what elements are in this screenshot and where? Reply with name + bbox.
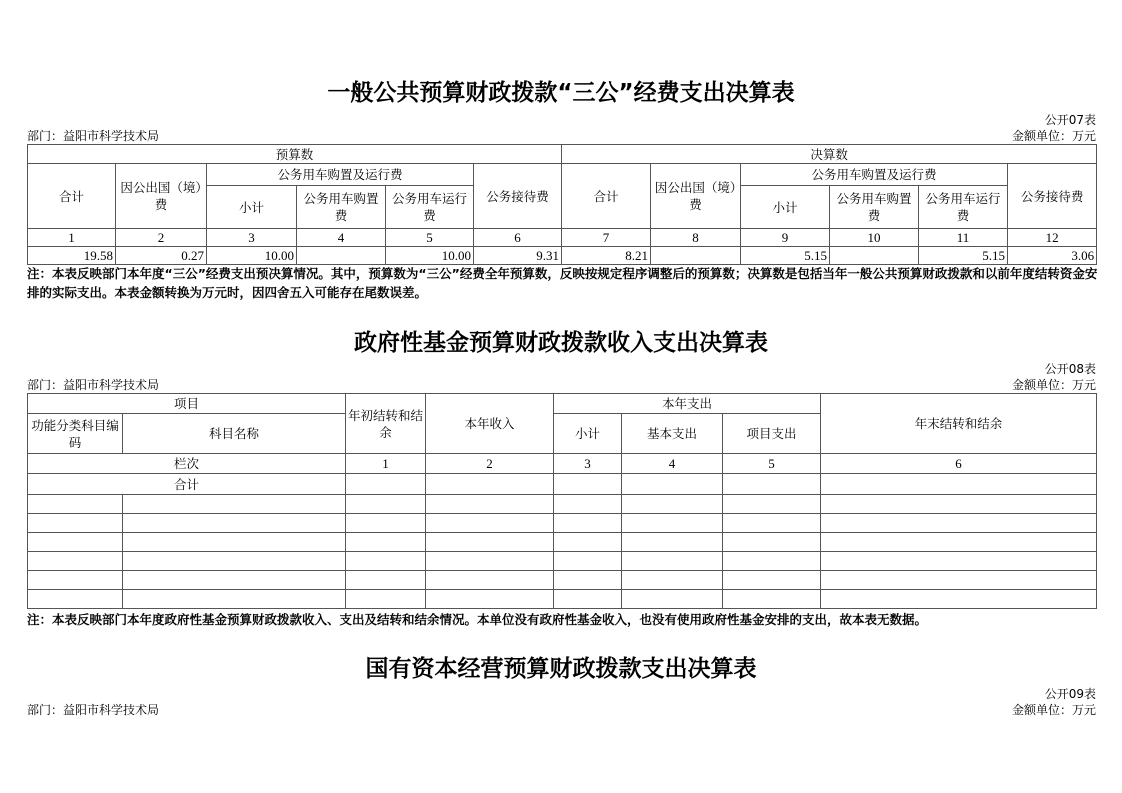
empty-cell	[723, 514, 821, 533]
column-index: 4	[622, 454, 723, 474]
empty-cell	[723, 571, 821, 590]
empty-cell	[426, 571, 554, 590]
column-index: 8	[651, 229, 741, 247]
header-expense: 本年支出	[554, 394, 821, 414]
header-item: 项目	[28, 394, 346, 414]
empty-cell	[821, 590, 1097, 609]
column-index: 12	[1008, 229, 1097, 247]
empty-cell	[123, 552, 346, 571]
empty-cell	[426, 552, 554, 571]
header-car: 公务用车购置及运行费	[741, 164, 1008, 186]
row-total-label: 合计	[28, 474, 346, 495]
empty-cell	[622, 590, 723, 609]
header-end-balance: 年末结转和结余	[821, 394, 1097, 454]
empty-cell	[123, 533, 346, 552]
empty-cell	[554, 495, 622, 514]
empty-cell	[426, 590, 554, 609]
header-subtotal: 小计	[554, 414, 622, 454]
empty-cell	[622, 571, 723, 590]
table1-code: 公开07表	[1044, 113, 1096, 127]
empty-row	[28, 552, 1097, 571]
table2-note: 注：本表反映部门本年度政府性基金预算财政拨款收入、支出及结转和结余情况。本单位没有政府性基金收入，也没有使用政府性基金安排的支出，故本表无数据。	[27, 612, 928, 627]
empty-cell	[821, 571, 1097, 590]
header-income: 本年收入	[426, 394, 554, 454]
column-index: 4	[297, 229, 386, 247]
header-car-running: 公务用车运行费	[386, 186, 474, 229]
value-row	[28, 247, 1097, 265]
column-index: 2	[426, 454, 554, 474]
index-row	[28, 454, 1097, 474]
total-row	[28, 474, 1097, 495]
empty-cell	[426, 495, 554, 514]
header-basic: 基本支出	[622, 414, 723, 454]
empty-cell	[28, 552, 123, 571]
empty-cell	[123, 514, 346, 533]
amount-cell: 10.00	[386, 247, 474, 265]
table3-title: 国有资本经营预算财政拨款支出决算表	[365, 656, 757, 682]
header-car: 公务用车购置及运行费	[207, 164, 474, 186]
column-index: 3	[207, 229, 297, 247]
row-index-label: 栏次	[28, 454, 346, 474]
column-index: 6	[821, 454, 1097, 474]
table3-code: 公开09表	[1044, 687, 1096, 701]
empty-cell	[821, 552, 1097, 571]
empty-cell	[28, 590, 123, 609]
table1-unit: 金额单位：万元	[1011, 129, 1096, 143]
empty-cell	[28, 533, 123, 552]
amount-cell: 10.00	[207, 247, 297, 265]
empty-cell	[554, 552, 622, 571]
header-reception: 公务接待费	[1008, 164, 1097, 229]
column-index: 1	[28, 229, 116, 247]
empty-cell	[723, 495, 821, 514]
empty-cell	[346, 590, 426, 609]
column-index: 11	[919, 229, 1008, 247]
empty-cell	[426, 533, 554, 552]
amount-cell: 3.06	[1008, 247, 1097, 265]
empty-cell	[821, 495, 1097, 514]
empty-cell	[723, 533, 821, 552]
empty-cell	[28, 571, 123, 590]
amount-cell	[651, 247, 741, 265]
empty-row	[28, 590, 1097, 609]
empty-cell	[426, 514, 554, 533]
empty-cell	[622, 533, 723, 552]
header-name: 科目名称	[123, 414, 346, 454]
empty-cell	[28, 514, 123, 533]
amount-cell	[297, 247, 386, 265]
table2-title: 政府性基金预算财政拨款收入支出决算表	[354, 330, 768, 356]
table2-dept: 部门：益阳市科学技术局	[27, 378, 160, 392]
empty-cell	[821, 533, 1097, 552]
empty-cell	[346, 552, 426, 571]
header-final: 决算数	[562, 145, 1097, 164]
empty-cell	[554, 533, 622, 552]
empty-cell	[821, 514, 1097, 533]
empty-cell	[723, 552, 821, 571]
empty-cell	[123, 495, 346, 514]
amount-cell: 5.15	[741, 247, 830, 265]
empty-row	[28, 533, 1097, 552]
empty-cell	[346, 571, 426, 590]
header-abroad: 因公出国（境）费	[651, 164, 741, 229]
table2-code: 公开08表	[1044, 362, 1096, 376]
header-project: 项目支出	[723, 414, 821, 454]
amount-cell: 9.31	[474, 247, 562, 265]
empty-cell	[723, 590, 821, 609]
empty-cell	[123, 571, 346, 590]
column-index: 1	[346, 454, 426, 474]
header-code: 功能分类科目编码	[28, 414, 123, 454]
empty-cell	[554, 571, 622, 590]
empty-cell	[554, 514, 622, 533]
empty-cell	[622, 495, 723, 514]
header-car-purchase: 公务用车购置费	[297, 186, 386, 229]
empty-cell	[346, 514, 426, 533]
column-index: 2	[116, 229, 207, 247]
header-car-running: 公务用车运行费	[919, 186, 1008, 229]
table1-dept: 部门：益阳市科学技术局	[27, 129, 160, 143]
empty-row	[28, 514, 1097, 533]
header-subtotal: 小计	[207, 186, 297, 229]
table1-title: 一般公共预算财政拨款“三公”经费支出决算表	[327, 80, 795, 106]
empty-cell	[28, 495, 123, 514]
header-subtotal: 小计	[741, 186, 830, 229]
column-index: 3	[554, 454, 622, 474]
column-index: 9	[741, 229, 830, 247]
header-total: 合计	[28, 164, 116, 229]
amount-cell: 0.27	[116, 247, 207, 265]
table1-note: 注：本表反映部门本年度“三公”经费支出预决算情况。其中，预算数为“三公”经费全年预算数，反映按规定程序调整后的预算数；决算数是包括当年一般公共预算财政拨款和以前年度结转资金安排的实际支出。本表金额转换为万元时，因四舍五入可能存在尾数误差。	[27, 266, 1098, 300]
index-row	[28, 229, 1097, 247]
empty-cell	[346, 533, 426, 552]
government-fund-table	[27, 393, 1097, 609]
column-index: 6	[474, 229, 562, 247]
amount-cell: 19.58	[28, 247, 116, 265]
table3-unit: 金额单位：万元	[1011, 703, 1096, 717]
table3-dept: 部门：益阳市科学技术局	[27, 703, 160, 717]
amount-cell	[830, 247, 919, 265]
header-budget: 预算数	[28, 145, 562, 164]
header-begin-balance: 年初结转和结余	[346, 394, 426, 454]
column-index: 5	[386, 229, 474, 247]
empty-row	[28, 571, 1097, 590]
header-reception: 公务接待费	[474, 164, 562, 229]
table2-unit: 金额单位：万元	[1011, 378, 1096, 392]
header-total: 合计	[562, 164, 651, 229]
column-index: 10	[830, 229, 919, 247]
empty-cell	[123, 590, 346, 609]
empty-cell	[622, 514, 723, 533]
amount-cell: 5.15	[919, 247, 1008, 265]
empty-cell	[622, 552, 723, 571]
three-public-expense-table	[27, 144, 1097, 265]
amount-cell: 8.21	[562, 247, 651, 265]
header-car-purchase: 公务用车购置费	[830, 186, 919, 229]
empty-row	[28, 495, 1097, 514]
header-abroad: 因公出国（境）费	[116, 164, 207, 229]
column-index: 7	[562, 229, 651, 247]
empty-cell	[554, 590, 622, 609]
empty-cell	[346, 495, 426, 514]
column-index: 5	[723, 454, 821, 474]
